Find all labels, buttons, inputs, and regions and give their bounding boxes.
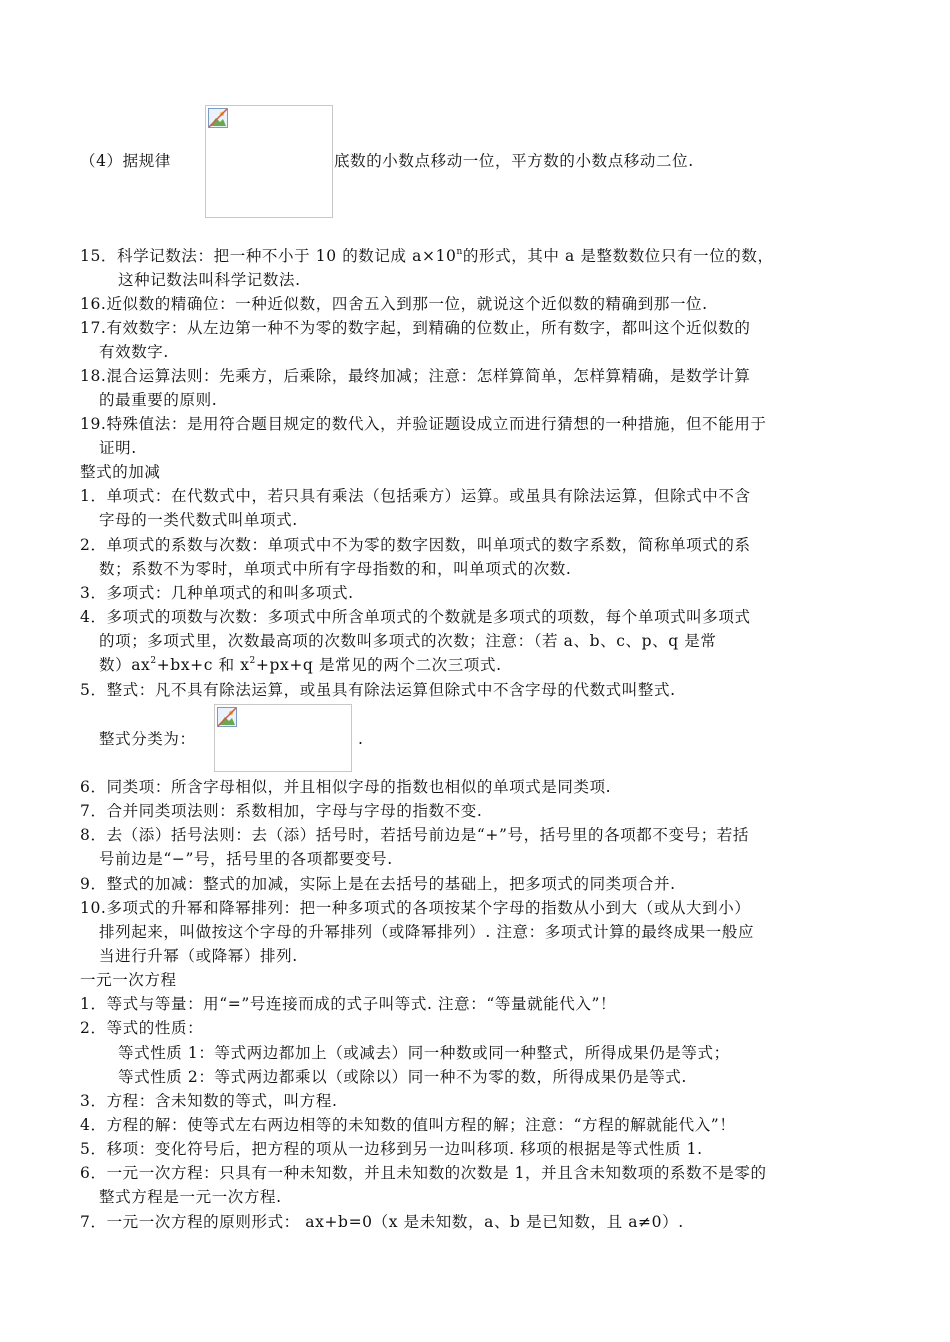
- classification-image-placeholder: [214, 704, 352, 772]
- rule-text: 底数的小数点移动一位，平方数的小数点移动二位.: [334, 152, 694, 170]
- item-15: 15．科学记数法：把一种不小于 10 的数记成 $a\times 10^n$的形式，其中 a 是整数数位只有一位的数，: [80, 246, 774, 265]
- item-b2: 2．单项式的系数与次数：单项式中不为零的数字因数，叫单项式的数字系数，简称单项式的系: [80, 536, 751, 554]
- item-d6: 6．一元一次方程：只具有一种未知数，并且未知数的次数是 1，并且含未知数项的系数不是零的: [80, 1164, 767, 1182]
- item-d5: 5．移项：变化符号后，把方程的项从一边移到另一边叫移项. 移项的根据是等式性质 1.: [80, 1140, 703, 1158]
- item-15-cont: 这种记数法叫科学记数法.: [118, 271, 301, 289]
- item-d2: 2．等式的性质：: [80, 1019, 204, 1037]
- item-17-cont: 有效数字.: [99, 343, 169, 361]
- item-c8: 8．去（添）括号法则：去（添）括号时，若括号前边是“+”号，括号里的各项都不变号；若括: [80, 826, 750, 844]
- item-b4: 4．多项式的项数与次数：多项式中所含单项式的个数就是多项式的项数，每个单项式叫多项式: [80, 608, 751, 626]
- equation-property-2: 等式性质 2：等式两边都乘以（或除以）同一种不为零的数，所得成果仍是等式.: [118, 1068, 687, 1086]
- item-c7: 7．合并同类项法则：系数相加，字母与字母的指数不变.: [80, 802, 483, 820]
- item-c10-cont2: 当进行升幂（或降幂）排列.: [99, 947, 298, 965]
- item-c6: 6．同类项：所含字母相似，并且相似字母的指数也相似的单项式是同类项.: [80, 778, 612, 796]
- item-16: 16.近似数的精确位：一种近似数，四舍五入到那一位，就说这个近似数的精确到那一位.: [80, 295, 708, 313]
- item-18-cont: 的最重要的原则.: [99, 391, 218, 409]
- item-17: 17.有效数字：从左边第一种不为零的数字起，到精确的位数止，所有数字，都叫这个近似数的: [80, 319, 751, 337]
- item-19-cont: 证明.: [99, 439, 137, 457]
- item-b1-cont: 字母的一类代数式叫单项式.: [99, 511, 298, 529]
- section-heading-linear-equations: 一元一次方程: [80, 971, 177, 989]
- equation-property-1: 等式性质 1：等式两边都加上（或减去）同一种数或同一种整式，所得成果仍是等式；: [118, 1044, 730, 1062]
- classify-label: 整式分类为：: [99, 730, 196, 748]
- item-b2-cont: 数；系数不为零时，单项式中所有字母指数的和，叫单项式的次数.: [99, 560, 572, 578]
- item-d4: 4．方程的解：使等式左右两边相等的未知数的值叫方程的解；注意：“方程的解就能代入”！: [80, 1116, 736, 1134]
- item-c9: 9．整式的加减：整式的加减，实际上是在去括号的基础上，把多项式的同类项合并.: [80, 875, 676, 893]
- item-c8-cont: 号前边是“−”号，括号里的各项都要变号.: [99, 850, 393, 868]
- broken-image-icon: [217, 707, 237, 727]
- item-d3: 3．方程：含未知数的等式，叫方程.: [80, 1092, 338, 1110]
- item-d7: 7．一元一次方程的原则形式： ax+b=0（x 是未知数，a、b 是已知数，且 a≠0）.: [80, 1213, 684, 1231]
- item-b4-cont: 的项；多项式里，次数最高项的次数叫多项式的次数；注意：（若 a、b、c、p、q 是常: [99, 632, 717, 650]
- item-18: 18.混合运算法则：先乘方，后乘除，最终加减；注意：怎样算简单，怎样算精确，是数学计算: [80, 367, 751, 385]
- broken-image-icon: [208, 108, 228, 128]
- classify-period: .: [358, 730, 364, 748]
- item-d6-cont: 整式方程是一元一次方程.: [99, 1188, 282, 1206]
- item-19: 19.特殊值法：是用符合题目规定的数代入，并验证题设成立而进行猜想的一种措施，但不能用于: [80, 415, 767, 433]
- item-d1: 1．等式与等量：用“=”号连接而成的式子叫等式. 注意：“等量就能代入”！: [80, 995, 617, 1013]
- item-c10: 10.多项式的升幂和降幂排列：把一种多项式的各项按某个字母的指数从小到大（或从大到小）: [80, 899, 751, 917]
- rule-label: （4）据规律: [80, 152, 171, 170]
- item-b5: 5．整式：凡不具有除法运算，或虽具有除法运算但除式中不含字母的代数式叫整式.: [80, 681, 676, 699]
- item-b4-cont2: 数）$ax^2+bx+c$ 和 $x^2+px+q$ 是常见的两个二次三项式.: [99, 655, 502, 674]
- section-heading-polynomials: 整式的加减: [80, 463, 161, 481]
- item-b1: 1．单项式：在代数式中，若只具有乘法（包括乘方）运算。或虽具有除法运算，但除式中不含: [80, 487, 751, 505]
- formula-image-placeholder: [205, 105, 333, 218]
- item-b3: 3．多项式：几种单项式的和叫多项式.: [80, 584, 354, 602]
- item-c10-cont: 排列起来，叫做按这个字母的升幂排列（或降幂排列）. 注意：多项式计算的最终成果一般应: [99, 923, 755, 941]
